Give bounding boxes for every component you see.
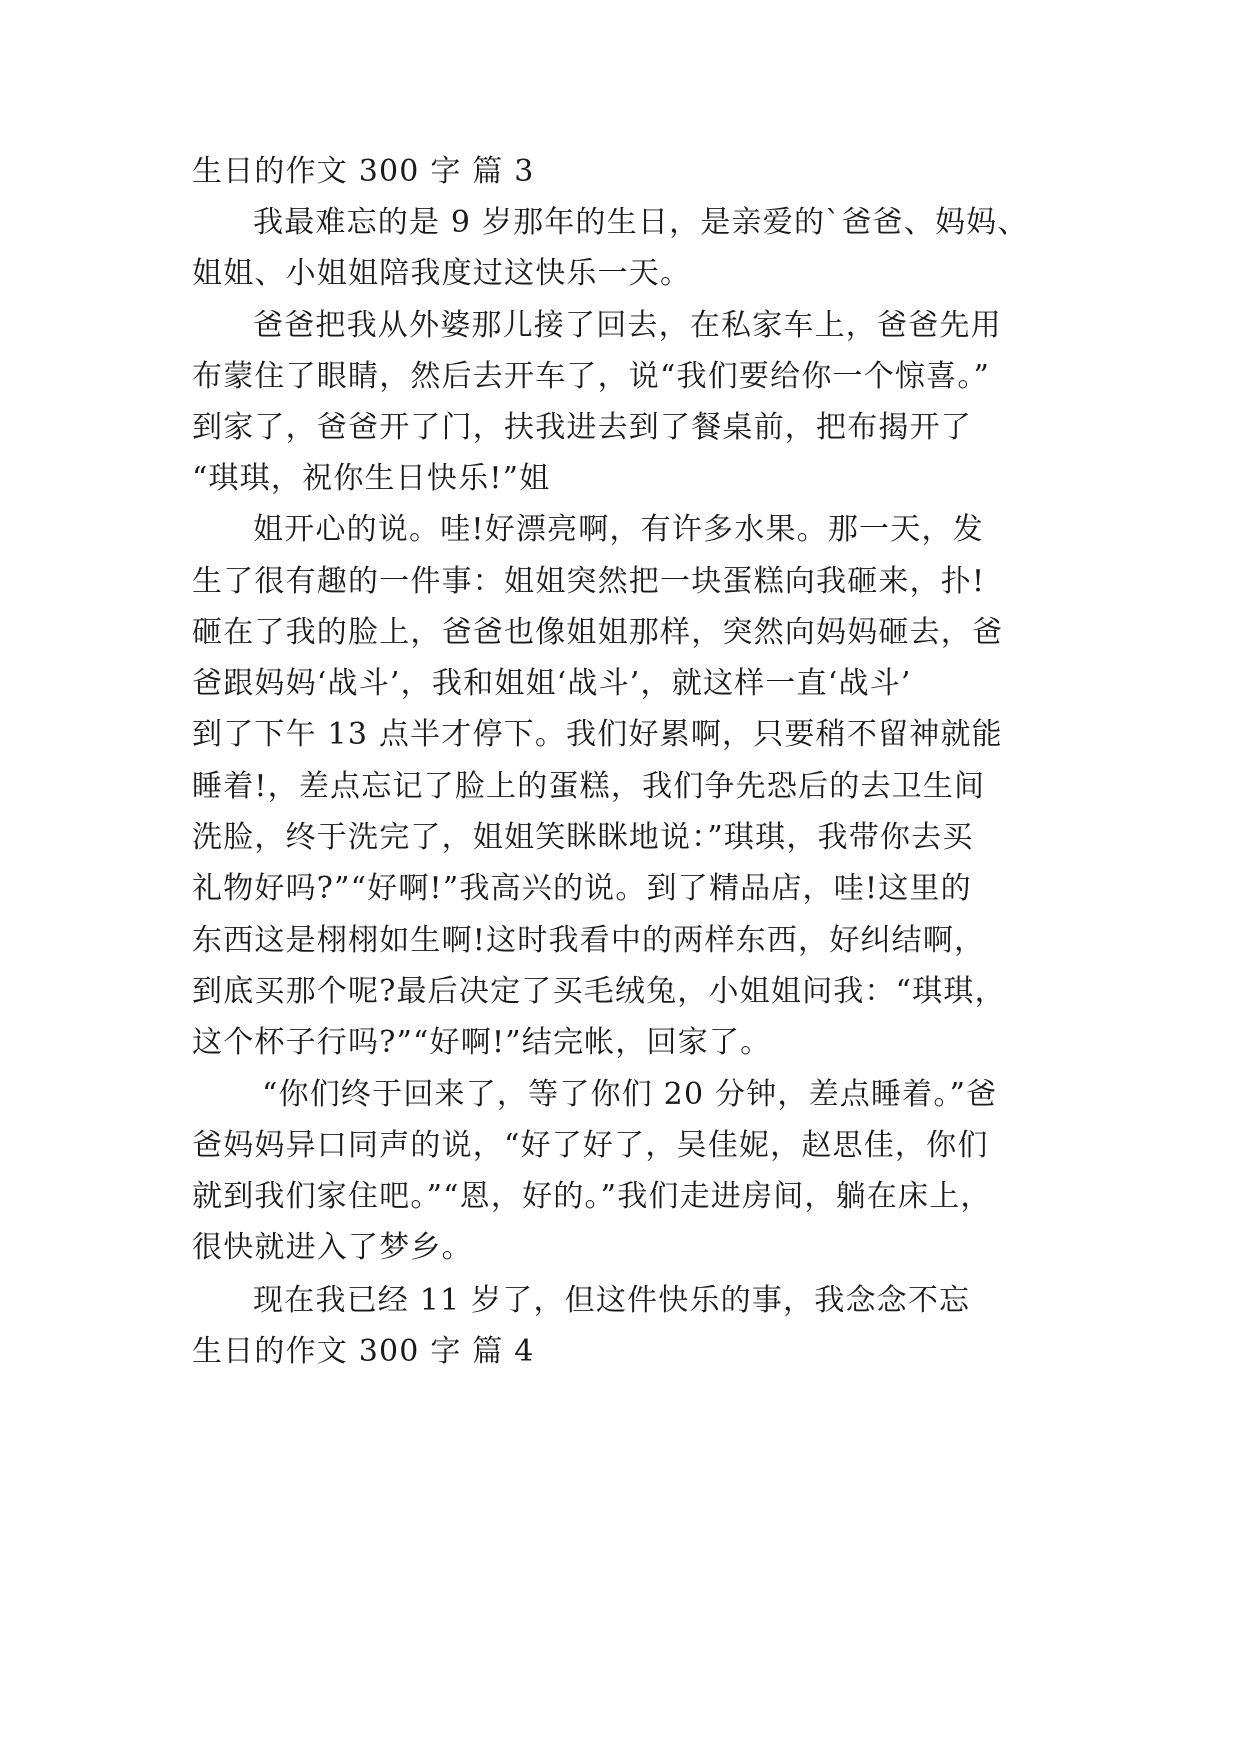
paragraph-line: 爸爸把我从外婆那儿接了回去，在私家车上，爸爸先用 <box>253 308 1002 343</box>
paragraph-line: 东西这是栩栩如生啊!这时我看中的两样东西，好纠结啊， <box>192 923 986 958</box>
paragraph-line: 姐开心的说。哇!好漂亮啊，有许多水果。那一天，发 <box>253 512 984 547</box>
paragraph-line: 就到我们家住吧。”“恩，好的。”我们走进房间，躺在床上， <box>192 1179 992 1214</box>
paragraph-line: 砸在了我的脸上，爸爸也像姐姐那样，突然向妈妈砸去，爸 <box>192 615 1004 650</box>
paragraph-line: 爸跟妈妈‘战斗’，我和姐姐‘战斗’，就这样一直‘战斗’ <box>192 666 912 701</box>
paragraph-line: 睡着!，差点忘记了脸上的蛋糕，我们争先恐后的去卫生间 <box>192 769 986 804</box>
paragraph-line: 到底买那个呢?最后决定了买毛绒兔，小姐姐问我：“琪琪， <box>192 974 1006 1009</box>
paragraph-line: 洗脸，终于洗完了，姐姐笑眯眯地说：”琪琪，我带你去买 <box>192 820 974 855</box>
paragraph-line: 布蒙住了眼睛，然后去开车了，说“我们要给你一个惊喜。” <box>192 359 991 394</box>
paragraph-line: 到家了，爸爸开了门，扶我进去到了餐桌前，把布揭开了 <box>192 410 972 445</box>
paragraph-line: 现在我已经 11 岁了，但这件快乐的事，我念念不忘 <box>253 1283 971 1318</box>
paragraph-line: 这个杯子行吗?”“好啊!”结完帐，回家了。 <box>192 1025 772 1060</box>
paragraph-line: 我最难忘的是 9 岁那年的生日，是亲爱的`爸爸、妈妈、 <box>253 205 1029 240</box>
paragraph-line: 礼物好吗?”“好啊!”我高兴的说。到了精品店，哇!这里的 <box>192 871 972 906</box>
paragraph-line: 爸妈妈异口同声的说，“好了好了，吴佳妮，赵思佳，你们 <box>192 1128 989 1163</box>
paragraph-line: 姐姐、小姐姐陪我度过这快乐一天。 <box>192 256 692 291</box>
paragraph-line: 到了下午 13 点半才停下。我们好累啊，只要稍不留神就能 <box>192 717 1003 752</box>
paragraph-line: 生了很有趣的一件事：姐姐突然把一块蛋糕向我砸来，扑! <box>192 564 986 599</box>
paragraph-line: “琪琪，祝你生日快乐!”姐 <box>192 461 551 496</box>
paragraph-line: 很快就进入了梦乡。 <box>192 1230 473 1265</box>
paragraph-line: “你们终于回来了，等了你们 20 分钟，差点睡着。”爸 <box>262 1077 998 1112</box>
section-heading: 生日的作文 300 字 篇 4 <box>192 1334 535 1369</box>
section-heading: 生日的作文 300 字 篇 3 <box>192 154 535 189</box>
